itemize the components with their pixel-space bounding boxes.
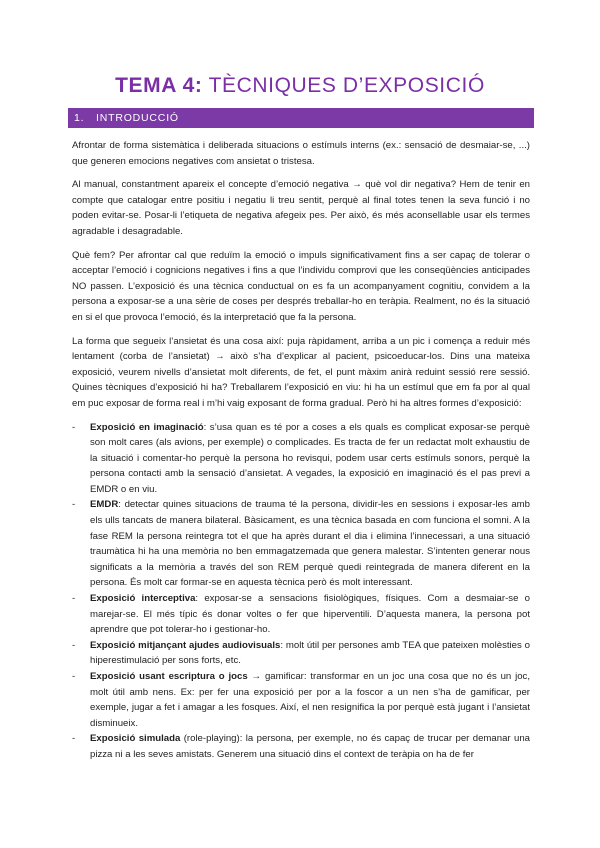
list-item-text: : s’usa quan es té por a coses a els quals es complicat exposar-se perquè son molt cares (als avions, per exemple) o complicades. Es tracta de fer un redactat molt exhaustiu de la situació i comentar-ho perquè la persona ho revisqui, podem usar certs estímuls sonors, perquè la persona contacti amb la sensació d’ansietat. A vegades, la exposició en imaginació és el pas previ a EMDR o en viu. bbox=[90, 421, 530, 495]
list-item-lead: Exposició interceptiva bbox=[90, 593, 196, 605]
list-dash: - bbox=[72, 733, 76, 745]
list-dash: - bbox=[72, 499, 76, 511]
document-body bbox=[72, 138, 530, 763]
list-dash: - bbox=[72, 593, 76, 605]
list-item-lead: EMDR bbox=[90, 499, 119, 511]
list-item bbox=[72, 638, 530, 669]
list-item-text: : exposar-se a sensacions fisiològiques, físiques. Com a desmaiar-se o marejar-se. El més típic és donar voltes o fer que hiperventili. D’aquesta manera, la persona pot aprendre que pot tolerar-ho i gestionar-ho. bbox=[90, 593, 530, 636]
title-topic-number: TEMA 4: bbox=[115, 74, 203, 97]
list-item bbox=[72, 420, 530, 498]
paragraph: Què fem? Per afrontar cal que reduïm la emoció o impuls significativament fins a ser capaç de tolerar o acceptar l’emoció i cognicions negatives i fins a que l’individu comprovi que les conseqüències anticipades NO passen. L’exposició és una tècnica conductual on es fa un acompanyament cognitiu, convidem a la persona a exposar-se a una sèrie de coses per després treballar-ho en teràpia. Realment, no és la situació en si el que provoca l’emoció, és la interpretació que fa la persona. bbox=[72, 249, 530, 323]
paragraph: La forma que segueix l’ansietat és una cosa així: puja ràpidament, arriba a un pic i comença a reduir més lentament (corba de l’ansietat) → això s’ha d’explicar al pacient, psicoeducar-los. Dins una mateixa exposició, veurem nivells d’ansietat molt diferents, de fet, el punt màxim anirà reduint sessió rere sessió. Quines tècniques d’exposició hi ha? Treballarem l’exposició en viu: hi ha un estímul que em fa por al qual em puc exposar de forma real i m’hi vaig exposant de forma gradual. Però hi ha altres formes d’exposició: bbox=[72, 335, 530, 409]
list-item bbox=[72, 669, 530, 731]
paragraph: Afrontar de forma sistemàtica i deliberada situacions o estímuls interns (ex.: sensació de desmaiar-se, ...) que generen emocions negatives com ansietat o tristesa. bbox=[72, 140, 530, 167]
exposure-types-list bbox=[72, 420, 530, 763]
list-item-lead: Exposició mitjançant ajudes audiovisuals bbox=[90, 639, 281, 651]
page-title bbox=[0, 74, 600, 98]
list-item-lead: Exposició simulada bbox=[90, 733, 181, 745]
section-number: 1. bbox=[74, 112, 85, 124]
list-dash: - bbox=[72, 671, 76, 682]
list-dash: - bbox=[72, 421, 76, 433]
list-item-text: → gamificar: transformar en un joc una cosa que no és un joc, molt útil amb nens. Ex: per fer una exposició per por a la foscor a un nen s’ha de gamificar, per exemple, jugar a fet i amagar a les fosques. Així, el nen resignifica la por perquè està jugant i l’ansietat disminueix. bbox=[90, 671, 531, 729]
paragraph: Al manual, constantment apareix el concepte d’emoció negativa → què vol dir negativa? Hem de tenir en compte que catalogar entre positiu i negatiu li treu sentit, perquè al final totes tenen la seva funció i no poden evitar-se. Posar-li l’etiqueta de negativa afegeix pes. Per això, és més aconsellable usar els termes agradable i desagradable. bbox=[72, 179, 530, 237]
list-item bbox=[72, 497, 530, 591]
list-item bbox=[72, 591, 530, 638]
title-topic-name: TÈCNIQUES D’EXPOSICIÓ bbox=[202, 74, 485, 97]
list-item-lead: Exposició en imaginació bbox=[90, 421, 204, 433]
list-item-text: (role-playing): la persona, per exemple, no és capaç de trucar per demanar una pizza ni a les seves amistats. Generem una situació dins el context de teràpia on ha de fer bbox=[90, 733, 531, 760]
list-item-lead: Exposició usant escriptura o jocs bbox=[90, 671, 248, 682]
list-item-text: : detectar quines situacions de trauma té la persona, dividir-les en sessions i exposar-les amb els ulls tancats de manera bilateral. Bàsicament, es una tècnica basada en com funciona el somni. A la fase REM la persona reintegra tot el que ha après durant el dia i elimina l’innecessari, a una situació traumàtica hi ha una memòria no ben emmagatzemada que genera malestar. S’intenten generar nous significats a la memòria a través del son REM perquè quedi reintegrada de manera diferent en la persona. És molt car formar-se en aquesta tècnica però és molt interessant. bbox=[90, 499, 530, 589]
list-item-text: : molt útil per persones amb TEA que pateixen molèsties o hiperestimulació per sons forts, etc. bbox=[90, 639, 530, 667]
list-dash: - bbox=[72, 639, 76, 651]
list-item bbox=[72, 731, 530, 762]
section-heading bbox=[68, 108, 534, 128]
section-label: INTRODUCCIÓ bbox=[96, 112, 179, 124]
